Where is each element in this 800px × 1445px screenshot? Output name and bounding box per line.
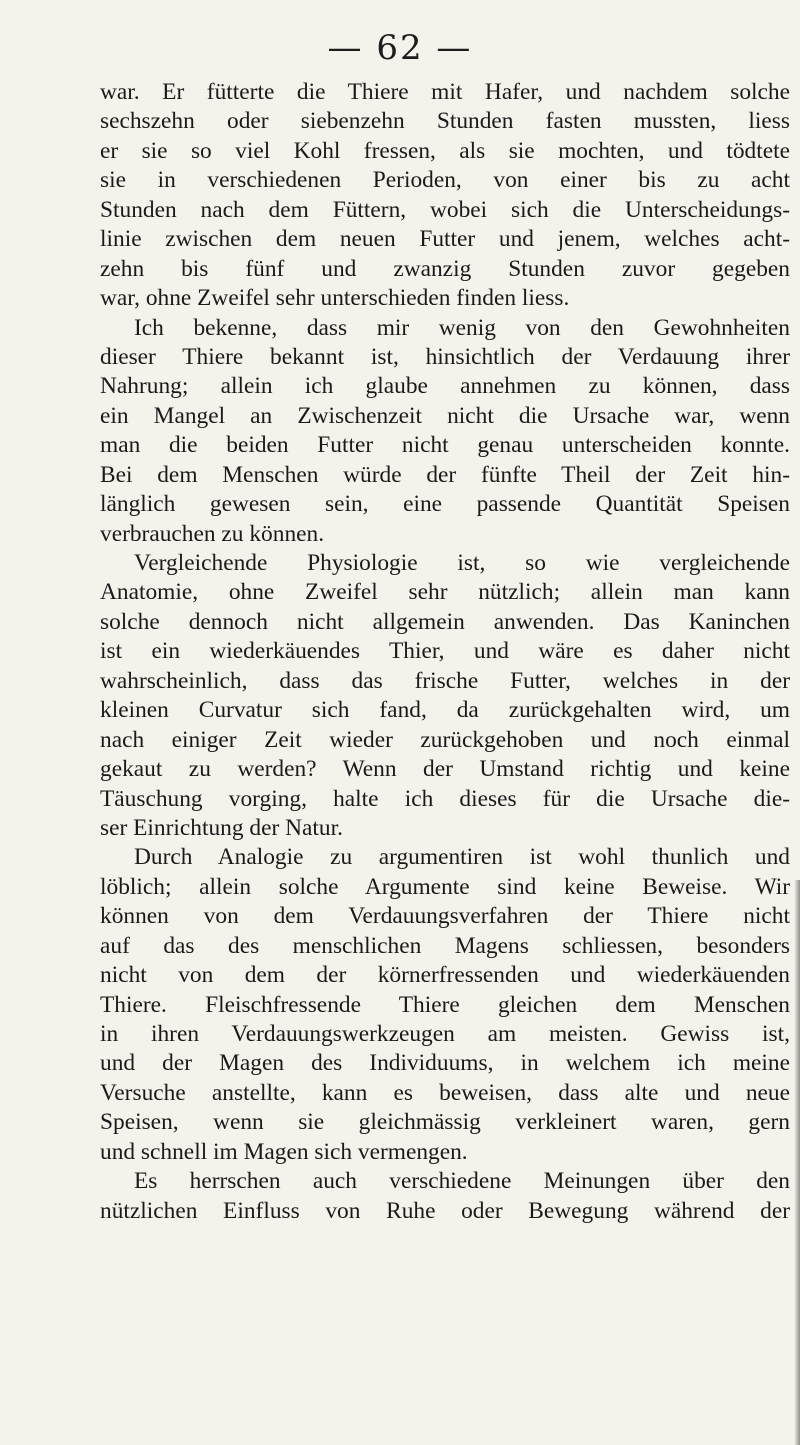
text-line: er sie so viel Kohl fressen, als sie mochten, und tödtete: [100, 137, 790, 164]
page-number: — 62 —: [327, 28, 473, 68]
text-line: nach einiger Zeit wieder zurückgehoben und noch einmal: [100, 726, 790, 753]
text-line: solche dennoch nicht allgemein anwenden. Das Kaninchen: [100, 608, 790, 635]
text-line: kleinen Curvatur sich fand, da zurückgehalten wird, um: [100, 697, 790, 724]
text-line: Es herrschen auch verschiedene Meinungen über den: [134, 1168, 790, 1195]
text-line: linie zwischen dem neuen Futter und jenem, welches acht-: [100, 226, 790, 253]
text-line: ein Mangel an Zwischenzeit nicht die Ursache war, wenn: [100, 402, 790, 429]
text-line: länglich gewesen sein, eine passende Quantität Speisen: [100, 491, 790, 518]
text-line: Bei dem Menschen würde der fünfte Theil der Zeit hin-: [100, 461, 790, 488]
body-text: [100, 78, 790, 1226]
text-line: war, ohne Zweifel sehr unterschieden finden liess.: [100, 285, 570, 312]
text-line: Versuche anstellte, kann es beweisen, dass alte und neue: [100, 1079, 790, 1106]
text-line: sie in verschiedenen Perioden, von einer bis zu acht: [100, 167, 790, 194]
text-line: dieser Thiere bekannt ist, hinsichtlich der Verdauung ihrer: [100, 343, 790, 370]
text-line: verbrauchen zu können.: [100, 520, 325, 547]
text-line: Thiere. Fleischfressende Thiere gleichen dem Menschen: [100, 991, 790, 1018]
text-line: zehn bis fünf und zwanzig Stunden zuvor gegeben: [100, 255, 790, 282]
text-line: in ihren Verdauungswerkzeugen am meisten. Gewiss ist,: [100, 1021, 790, 1047]
page-edge-shadow: [794, 880, 800, 1445]
text-line: gekaut zu werden? Wenn der Umstand richtig und keine: [100, 756, 790, 783]
text-line: Nahrung; allein ich glaube annehmen zu können, dass: [100, 373, 790, 400]
text-line: sechszehn oder siebenzehn Stunden fasten mussten, liess: [100, 108, 790, 135]
text-line: können von dem Verdauungsverfahren der Thiere nicht: [100, 903, 790, 930]
text-line: nicht von dem der körnerfressenden und wiederkäuenden: [100, 962, 790, 989]
text-line: und der Magen des Individuums, in welchem ich meine: [100, 1050, 790, 1077]
text-line: Ich bekenne, dass mir wenig von den Gewohnheiten: [134, 314, 790, 341]
text-line: Anatomie, ohne Zweifel sehr nützlich; allein man kann: [100, 579, 790, 606]
text-line: nützlichen Einfluss von Ruhe oder Bewegung während der: [100, 1197, 790, 1224]
text-line: man die beiden Futter nicht genau unterscheiden konnte.: [100, 432, 790, 459]
text-line: und schnell im Magen sich vermengen.: [100, 1138, 468, 1165]
text-line: ser Einrichtung der Natur.: [100, 814, 343, 841]
text-line: löblich; allein solche Argumente sind keine Beweise. Wir: [100, 873, 790, 900]
text-line: Täuschung vorging, halte ich dieses für die Ursache die-: [100, 785, 790, 812]
text-line: auf das des menschlichen Magens schliessen, besonders: [100, 932, 790, 959]
text-line: Stunden nach dem Füttern, wobei sich die Unterscheidungs-: [100, 196, 790, 223]
text-line: war. Er fütterte die Thiere mit Hafer, und nachdem solche: [100, 79, 790, 105]
text-line: Vergleichende Physiologie ist, so wie vergleichende: [134, 550, 790, 576]
text-line: Durch Analogie zu argumentiren ist wohl thunlich und: [134, 844, 790, 871]
text-line: Speisen, wenn sie gleichmässig verkleinert waren, gern: [100, 1109, 790, 1136]
text-line: wahrscheinlich, dass das frische Futter, welches in der: [100, 667, 790, 694]
text-line: ist ein wiederkäuendes Thier, und wäre es daher nicht: [100, 638, 790, 665]
